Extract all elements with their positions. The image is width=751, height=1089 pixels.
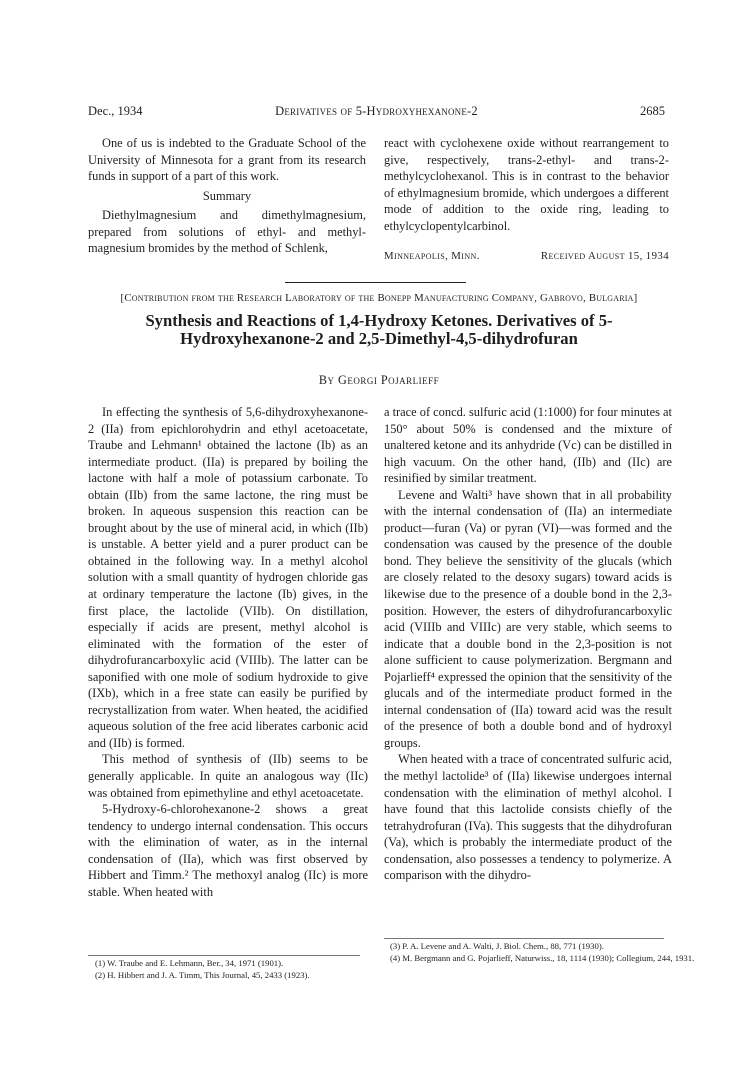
body-paragraph: This method of synthesis of (IIb) seems to be generally applicable. In quite an analogous way (IIc) was obtained from epimethyline and ethyl acetoacetate.	[88, 752, 368, 800]
contribution-line: [Contribution from the Research Laboratory of the Bonepp Manufacturing Company, Gabrovo, Bulgaria]	[120, 292, 638, 304]
footnote-rule	[88, 955, 360, 956]
header-page-number: 2685	[640, 104, 665, 118]
header-running-title: Derivatives of 5-Hydroxyhexanone-2	[275, 104, 478, 118]
acknowledgment-paragraph: One of us is indebted to the Graduate School of the University of Minnesota for a grant from its research funds in support of a part of this work.	[88, 136, 366, 184]
header-date: Dec., 1934	[88, 104, 143, 118]
previous-article-left-column	[88, 135, 366, 257]
article-left-column	[88, 404, 368, 900]
article-right-column	[384, 404, 672, 884]
summary-paragraph: Diethylmagnesium and dimethylmagnesium, prepared from solutions of ethyl- and methyl-magnesium bromides by the method of Schlenk,	[88, 208, 366, 256]
footnote: (4) M. Bergmann and G. Pojarlieff, Naturwiss., 18, 1114 (1930); Collegium, 244, 1931.	[390, 952, 695, 963]
footnotes-left	[95, 958, 370, 981]
footnote-rule	[384, 938, 664, 939]
article-author: By Georgi Pojarlieff	[318, 373, 440, 387]
previous-article-right-column	[384, 135, 669, 234]
body-paragraph: 5-Hydroxy-6-chlorohexanone-2 shows a great tendency to undergo internal condensation. This occurs with the elimination of water, as in the internal condensation of (IIa), which was first observed by Hibbert and Timm.² The methoxyl analog (IIc) is more stable. When heated with	[88, 802, 368, 899]
signoff-location: Minneapolis, Minn.	[384, 250, 480, 262]
body-paragraph: When heated with a trace of concentrated sulfuric acid, the methyl lactolide³ of (IIa) likewise undergoes internal condensation with the elimination of methyl alcohol. I have found that this lactolide consists chiefly of the tetrahydrofuran (IVa). This suggests that the dihydrofuran (Va), which is probably the intermediate product of the condensation, also possesses a tendency to polymerize. A comparison with the dihydro-	[384, 752, 672, 883]
summary-continuation: react with cyclohexene oxide without rearrangement to give, respectively, trans-2-ethyl- and trans-2-methylcyclohexanol. This is in contrast to the behavior of ethylmagnesium bromide, which undergoes a different mode of addition to the oxide ring, leading to ethylcyclopentylcarbinol.	[384, 136, 669, 233]
running-header	[88, 104, 665, 120]
article-title: Synthesis and Reactions of 1,4-Hydroxy Ketones. Derivatives of 5-Hydroxyhexanone-2 and 2,5-Dimethyl-4,5-dihydrofuran	[145, 311, 613, 348]
footnote: (1) W. Traube and E. Lehmann, Ber., 34, 1971 (1901).	[95, 958, 284, 968]
body-paragraph: In effecting the synthesis of 5,6-dihydroxyhexanone-2 (IIa) from epichlorohydrin and ethyl acetoacetate, Traube and Lehmann¹ obtained the lactone (Ib) as an intermediate product. (IIa) is prepared by boiling the lactone with half a mole of potassium carbonate. To obtain (IIb) from the same lactone, the ring must be broken. In aqueous suspension this reaction can be brought about by the use of mineral acid, in which (IIb) is unstable. A better yield and a purer product can be obtained in the following way. In a methyl alcohol solution with a small quantity of hydrogen chloride gas at ordinary temperature the lactone (Ib) gives, in the first place, the lactolide (VIIb). On distillation, especially if acids are present, methyl alcohol is eliminated with the formation of the ester of dihydrofurancarboxylic acid (VIIIb). The latter can be saponified with one mole of sodium hydroxide to give (IXb), which in a free state can easily be purified by recrystallization from water. When heated, the acidified aqueous solution of the free acid liberates carbonic acid and (IIb) is formed.	[88, 405, 368, 750]
signoff-received-date: Received August 15, 1934	[540, 250, 669, 262]
footnote: (3) P. A. Levene and A. Walti, J. Biol. Chem., 88, 771 (1930).	[390, 941, 604, 951]
body-paragraph: Levene and Walti³ have shown that in all probability with the internal condensation of (IIa) an intermediate product—furan (Va) or pyran (VI)—was formed and the condensation was caused by the presence of the double bond. They believe the sensitivity of the glucals (which are closely related to the desoxy sugars) toward acids is likewise due to the presence of a double bond in the 2,3-position. However, the esters of dihydrofurancarboxylic acid (VIIIb and VIIIc) are very stable, which seems to indicate that a double bond in the 2,3-position is not alone sufficient to cause polymerization. Bergmann and Pojarlieff⁴ expressed the opinion that the sensitivity of the glucals and of the intermediate product formed in the internal condensation of (IIa) toward acid was the result of the presence of both a double bond and of hydroxyl groups.	[384, 487, 672, 750]
summary-heading: Summary	[202, 188, 252, 203]
footnote: (2) H. Hibbert and J. A. Timm, This Journal, 45, 2433 (1923).	[95, 969, 310, 980]
article-divider	[285, 282, 466, 283]
body-paragraph: a trace of concd. sulfuric acid (1:1000) for four minutes at 150° about 50% is condensed and the mixture of unaltered ketone and its anhydride (Vc) can be distilled in high vacuum. On the other hand, (IIb) and (IIc) are resinified by similar treatment.	[384, 405, 672, 486]
footnotes-right	[390, 941, 695, 964]
